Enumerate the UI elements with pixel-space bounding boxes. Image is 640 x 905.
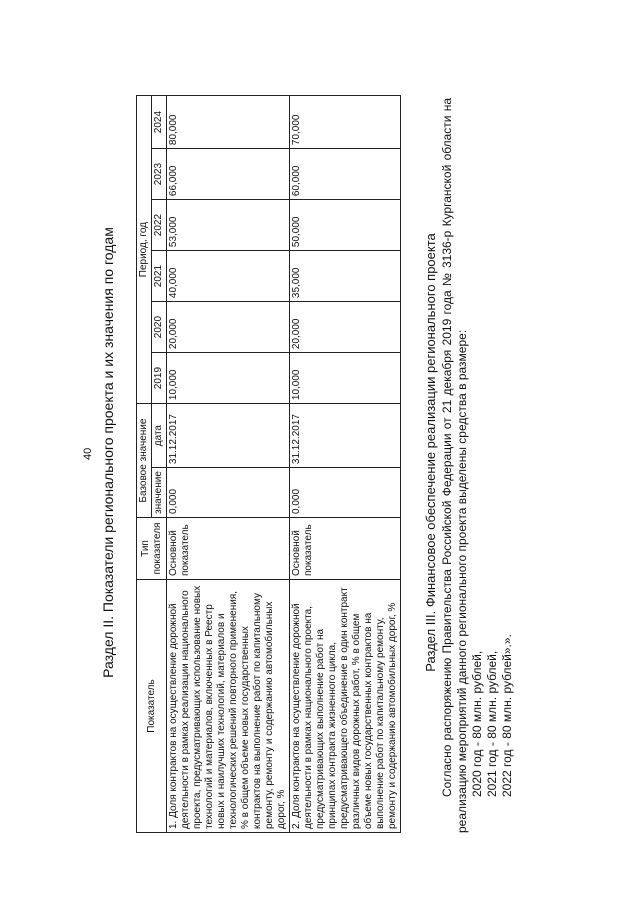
indicators-table <box>136 95 401 833</box>
value-cell: 53,000 <box>167 200 290 251</box>
header-year: 2022 <box>152 200 167 251</box>
indicator-cell: 1. Доля контрактов на осуществление дорожной деятельности в рамках реализации национального проекта, предусматривающих использование новых технологий и материалов, включенных в Реестр новых и наилучших технологий, материалов и технологических решений повторного применения, % в общем объеме новых государственных контрактов на выполнение работ по капитальному ремонту, ремонту и содержанию автомобильных дорог, % <box>167 580 290 833</box>
financing-year-line: 2022 год - 80 млн. рублей».». <box>500 634 514 797</box>
value-cell: 40,000 <box>167 251 290 302</box>
header-indicator: Показатель <box>137 580 167 833</box>
header-period: Период, год <box>137 96 152 404</box>
section-3-title: Раздел III. Финансовое обеспечение реализации регионального проекта <box>423 233 438 672</box>
table-row <box>167 96 290 833</box>
header-year: 2024 <box>152 96 167 149</box>
header-base: Базовое значение <box>137 404 152 518</box>
header-year: 2019 <box>152 353 167 404</box>
value-cell: 70,000 <box>290 96 401 149</box>
financing-year-line: 2021 год - 80 млн. рублей, <box>485 650 499 797</box>
header-year: 2021 <box>152 251 167 302</box>
value-cell: 50,000 <box>290 200 401 251</box>
header-year: 2020 <box>152 302 167 353</box>
base-value-cell: 0,000 <box>167 468 290 518</box>
value-cell: 20,000 <box>167 302 290 353</box>
value-cell: 66,000 <box>167 149 290 200</box>
base-date-cell: 31.12.2017 <box>290 404 401 468</box>
financing-year-line: 2020 год - 80 млн. рублей, <box>470 650 484 797</box>
header-type: Тип показателя <box>137 518 167 580</box>
financing-text <box>440 98 515 833</box>
value-cell: 60,000 <box>290 149 401 200</box>
section-2-title: Раздел II. Показатели регионального проекта и их значения по годам <box>100 227 116 678</box>
value-cell: 20,000 <box>290 302 401 353</box>
base-date-cell: 31.12.2017 <box>167 404 290 468</box>
page-number: 40 <box>82 447 94 460</box>
type-cell: Основной показатель <box>290 518 401 580</box>
value-cell: 10,000 <box>290 353 401 404</box>
type-cell: Основной показатель <box>167 518 290 580</box>
base-value-cell: 0,000 <box>290 468 401 518</box>
value-cell: 80,000 <box>167 96 290 149</box>
value-cell: 35,000 <box>290 251 401 302</box>
table-row <box>290 96 401 833</box>
indicator-cell: 2. Доля контрактов на осуществление дорожной деятельности в рамках национального проекта, предусматривающих выполнение работ на принципах контракта жизненного цикла, предусматривающего объединение в один контракт различных видов дорожных работ, % в общем объеме новых государственных контрактов на выполнение работ по капитальному ремонту, ремонту и содержанию автомобильных дорог, % <box>290 580 401 833</box>
header-year: 2023 <box>152 149 167 200</box>
header-row-1 <box>137 96 152 833</box>
value-cell: 10,000 <box>167 353 290 404</box>
financing-paragraph: Согласно распоряжению Правительства Российской Федерации от 21 декабря 2019 года № 3136-р Курганской области на реализацию мероприятий данного регионального проекта выделены средства в размере: <box>440 98 469 833</box>
header-base-date: дата <box>152 404 167 468</box>
header-base-value: значение <box>152 468 167 518</box>
